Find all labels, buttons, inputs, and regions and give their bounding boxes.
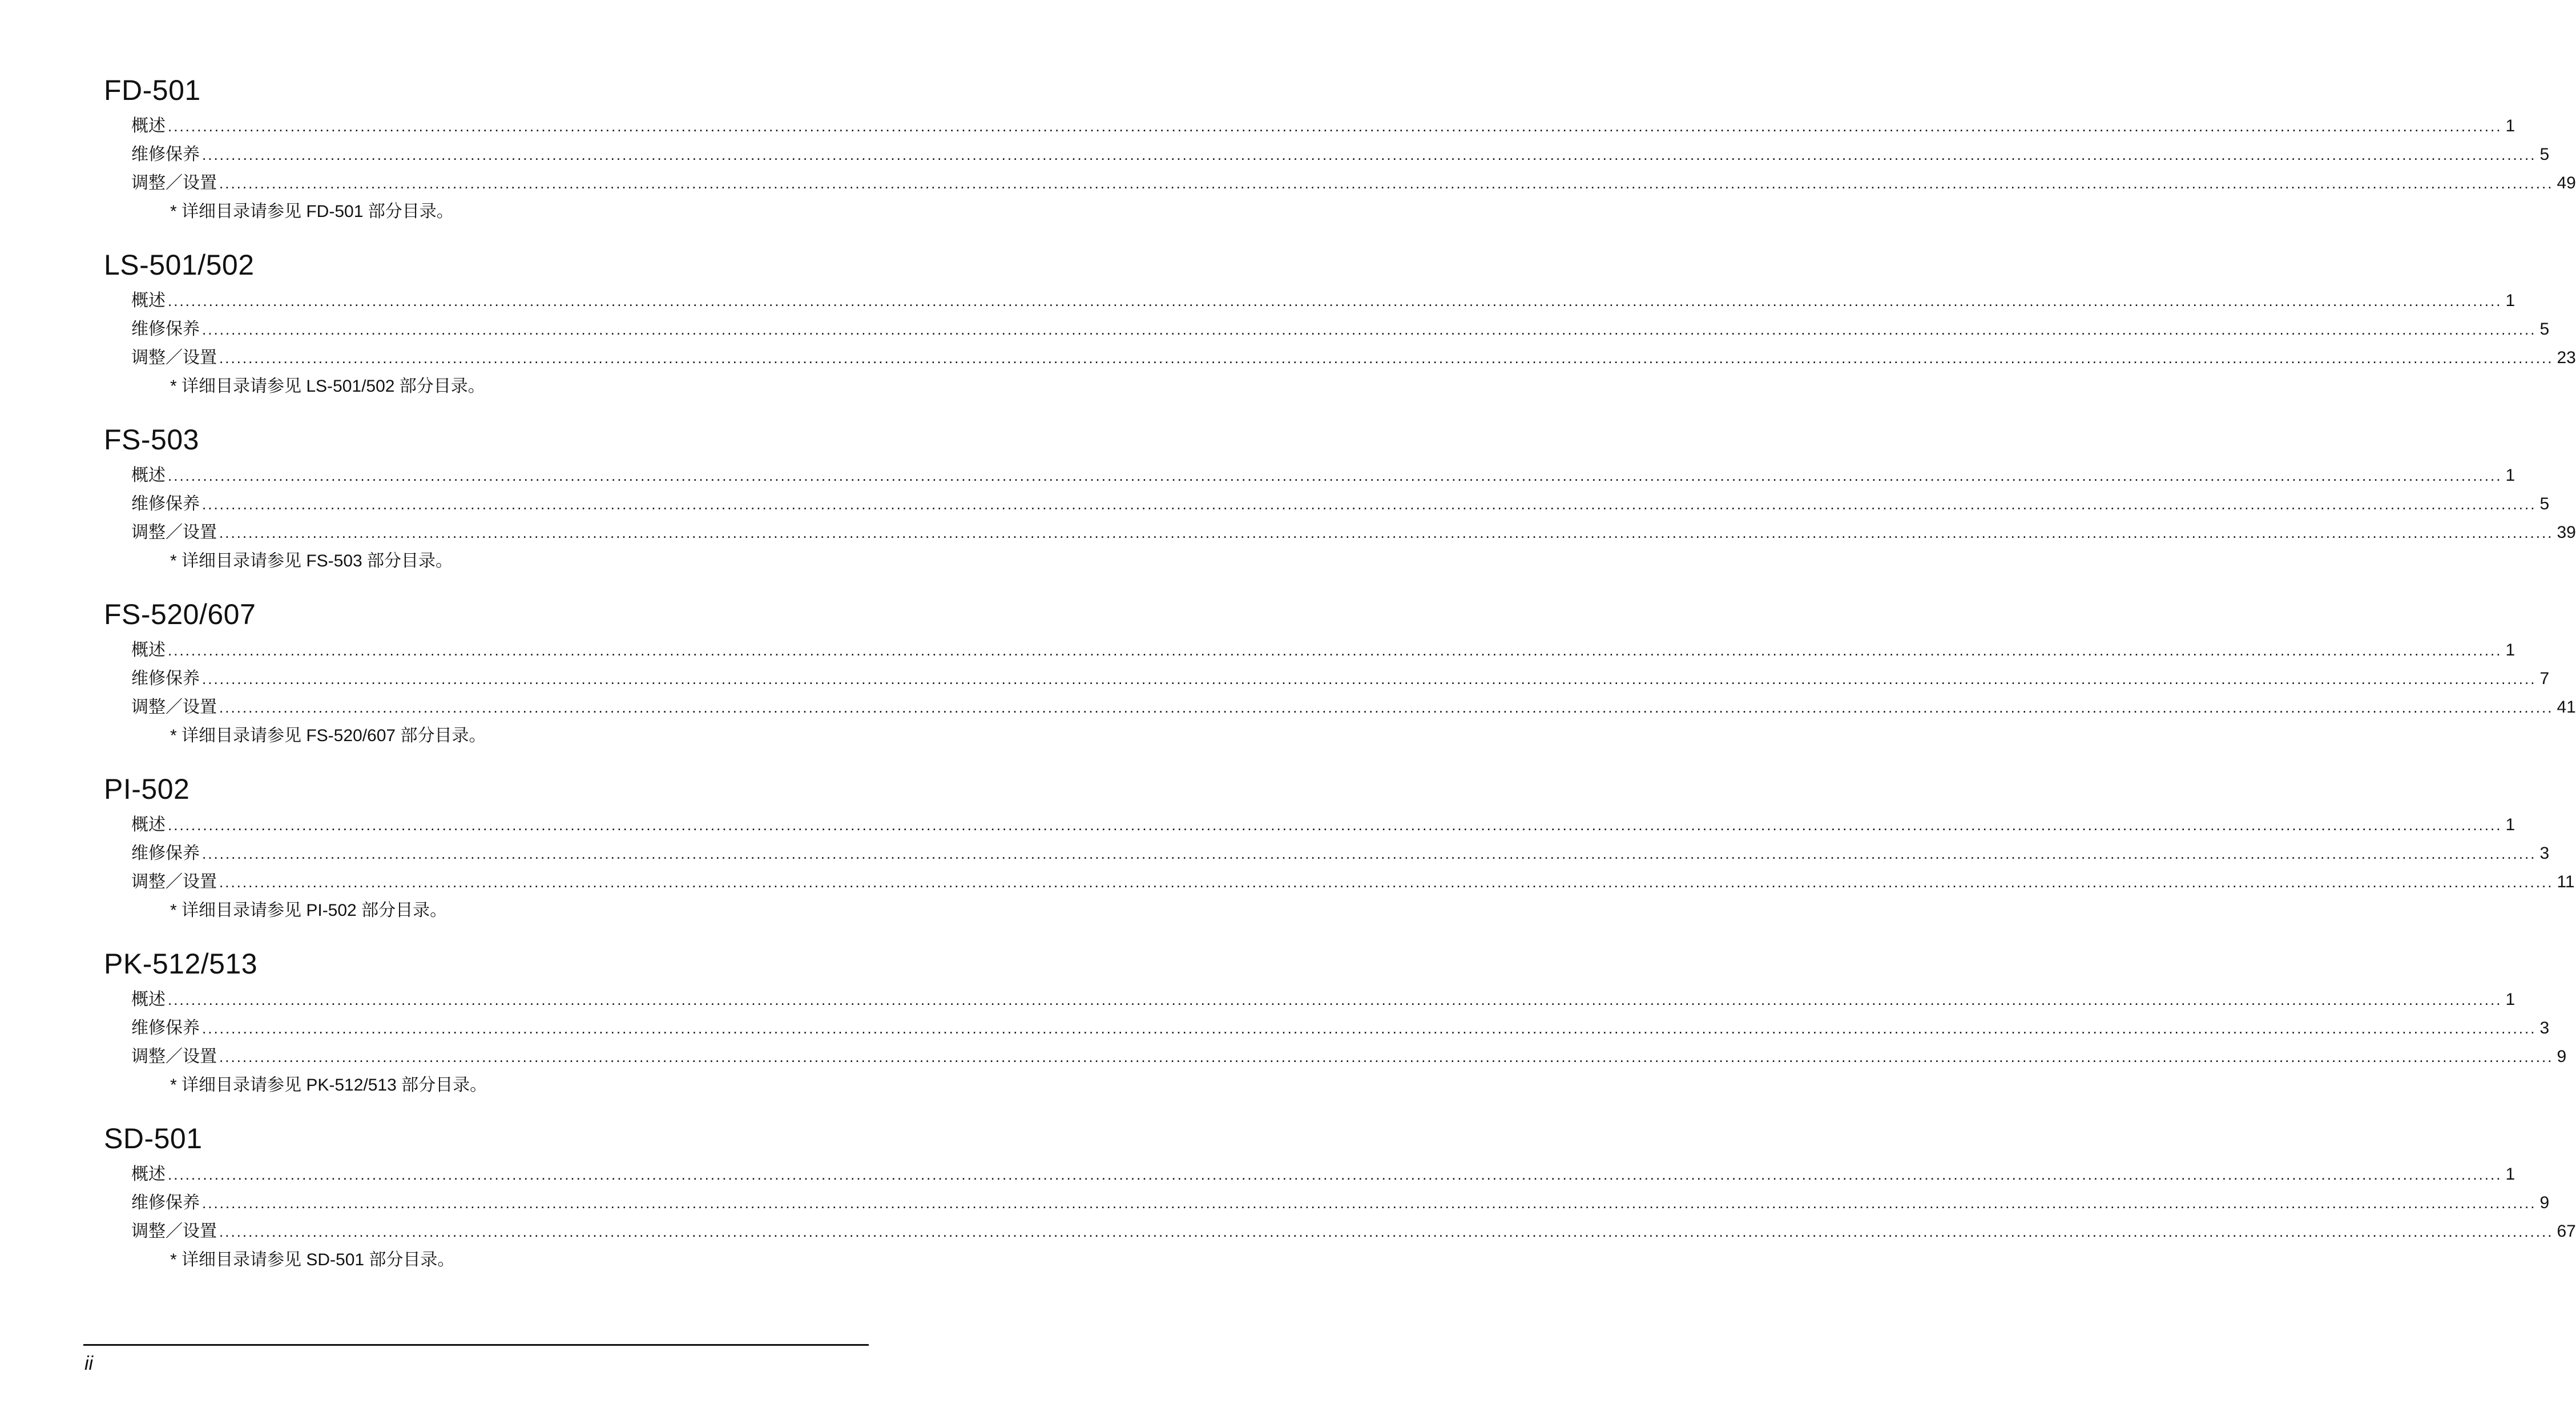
dot-leader: ................................................................................................................................................................................................................................................................................................................................................................................................................ — [219, 1223, 2554, 1240]
dot-leader: ................................................................................................................................................................................................................................................................................................................................................................................................................ — [202, 321, 2537, 338]
toc-entry-label: 概述 — [131, 985, 168, 1014]
dot-leader: ................................................................................................................................................................................................................................................................................................................................................................................................................ — [168, 292, 2502, 309]
dot-leader: ................................................................................................................................................................................................................................................................................................................................................................................................................ — [202, 146, 2537, 163]
table-of-contents — [104, 73, 2576, 1296]
toc-entry-page: 9 — [2536, 1189, 2549, 1217]
toc-entry-label: 维修保养 — [131, 140, 202, 169]
toc-section-pk-512-513 — [104, 947, 2567, 1121]
section-note: * 详细目录请参见 PK-512/513 部分目录。 — [170, 1076, 487, 1095]
dot-leader: ................................................................................................................................................................................................................................................................................................................................................................................................................ — [168, 467, 2502, 484]
toc-entry-maintenance[interactable] — [131, 490, 2550, 518]
toc-entry-maintenance[interactable] — [131, 839, 2550, 868]
section-title: FS-503 — [104, 424, 199, 456]
toc-entry-adjustment[interactable] — [131, 868, 2575, 896]
toc-entry-label: 调整／设置 — [131, 868, 219, 896]
toc-entry-page: 41 — [2553, 693, 2575, 722]
page-number: ii — [84, 1353, 94, 1374]
toc-entry-label: 调整／设置 — [131, 1043, 219, 1071]
section-title: PK-512/513 — [104, 948, 258, 980]
toc-entry-page: 5 — [2536, 140, 2549, 169]
section-title: SD-501 — [104, 1123, 203, 1154]
toc-entry-overview[interactable] — [131, 636, 2515, 665]
toc-entry-label: 维修保养 — [131, 490, 202, 518]
toc-section-fd-501 — [104, 73, 2576, 248]
dot-leader: ................................................................................................................................................................................................................................................................................................................................................................................................................ — [219, 874, 2554, 891]
section-title: LS-501/502 — [104, 249, 255, 281]
toc-entry-page: 3 — [2536, 1014, 2549, 1043]
dot-leader: ................................................................................................................................................................................................................................................................................................................................................................................................................ — [202, 845, 2537, 862]
toc-entry-page: 1 — [2502, 985, 2515, 1014]
dot-leader: ................................................................................................................................................................................................................................................................................................................................................................................................................ — [202, 1020, 2537, 1037]
toc-section-ls-501-502 — [104, 248, 2576, 423]
toc-entry-page: 7 — [2536, 665, 2549, 693]
toc-entry-label: 调整／设置 — [131, 693, 219, 722]
toc-section-fs-503 — [104, 423, 2576, 597]
toc-entry-label: 维修保养 — [131, 839, 202, 868]
section-note: * 详细目录请参见 LS-501/502 部分目录。 — [170, 377, 485, 396]
toc-entry-maintenance[interactable] — [131, 665, 2550, 693]
toc-entry-page: 49 — [2553, 169, 2575, 198]
section-title: FS-520/607 — [104, 598, 256, 630]
toc-section-fs-520-607 — [104, 597, 2576, 772]
toc-entry-label: 概述 — [131, 287, 168, 315]
toc-entry-maintenance[interactable] — [131, 1189, 2550, 1217]
toc-section-sd-501 — [104, 1121, 2576, 1296]
section-title: FD-501 — [104, 74, 201, 106]
toc-entry-adjustment[interactable] — [131, 1043, 2567, 1071]
dot-leader: ................................................................................................................................................................................................................................................................................................................................................................................................................ — [168, 642, 2502, 659]
toc-entry-label: 概述 — [131, 636, 168, 665]
footer-divider — [83, 1344, 869, 1346]
toc-section-pi-502 — [104, 772, 2575, 947]
dot-leader: ................................................................................................................................................................................................................................................................................................................................................................................................................ — [219, 349, 2554, 367]
toc-entry-adjustment[interactable] — [131, 693, 2576, 722]
toc-entry-label: 维修保养 — [131, 1014, 202, 1043]
toc-entry-adjustment[interactable] — [131, 169, 2576, 198]
dot-leader: ................................................................................................................................................................................................................................................................................................................................................................................................................ — [202, 496, 2537, 513]
toc-entry-overview[interactable] — [131, 985, 2515, 1014]
toc-entry-maintenance[interactable] — [131, 1014, 2550, 1043]
toc-entry-page: 9 — [2553, 1043, 2566, 1071]
toc-entry-overview[interactable] — [131, 811, 2515, 839]
toc-entry-overview[interactable] — [131, 287, 2515, 315]
toc-entry-adjustment[interactable] — [131, 518, 2576, 547]
toc-entry-page: 3 — [2536, 839, 2549, 868]
toc-entry-adjustment[interactable] — [131, 344, 2576, 372]
toc-entry-label: 维修保养 — [131, 665, 202, 693]
toc-entry-label: 概述 — [131, 811, 168, 839]
toc-entry-label: 概述 — [131, 112, 168, 140]
dot-leader: ................................................................................................................................................................................................................................................................................................................................................................................................................ — [202, 1194, 2537, 1212]
toc-entry-page: 1 — [2502, 112, 2515, 140]
dot-leader: ................................................................................................................................................................................................................................................................................................................................................................................................................ — [219, 1048, 2554, 1065]
dot-leader: ................................................................................................................................................................................................................................................................................................................................................................................................................ — [168, 1166, 2502, 1183]
toc-entry-page: 1 — [2502, 1160, 2515, 1189]
toc-entry-label: 调整／设置 — [131, 169, 219, 198]
dot-leader: ................................................................................................................................................................................................................................................................................................................................................................................................................ — [202, 670, 2537, 687]
toc-entry-label: 概述 — [131, 461, 168, 490]
section-note: * 详细目录请参见 SD-501 部分目录。 — [170, 1250, 455, 1269]
dot-leader: ................................................................................................................................................................................................................................................................................................................................................................................................................ — [168, 118, 2502, 135]
section-note: * 详细目录请参见 PI-502 部分目录。 — [170, 901, 448, 920]
toc-entry-page: 67 — [2553, 1217, 2575, 1246]
section-note: * 详细目录请参见 FD-501 部分目录。 — [170, 202, 454, 221]
toc-entry-page: 39 — [2553, 518, 2575, 547]
dot-leader: ................................................................................................................................................................................................................................................................................................................................................................................................................ — [219, 524, 2554, 541]
toc-entry-page: 1 — [2502, 636, 2515, 665]
toc-entry-maintenance[interactable] — [131, 140, 2550, 169]
toc-entry-page: 1 — [2502, 461, 2515, 490]
toc-entry-label: 概述 — [131, 1160, 168, 1189]
toc-entry-maintenance[interactable] — [131, 315, 2550, 344]
toc-entry-label: 调整／设置 — [131, 518, 219, 547]
toc-entry-overview[interactable] — [131, 1160, 2515, 1189]
dot-leader: ................................................................................................................................................................................................................................................................................................................................................................................................................ — [168, 991, 2502, 1008]
toc-entry-page: 23 — [2553, 344, 2575, 372]
toc-entry-label: 维修保养 — [131, 1189, 202, 1217]
section-note: * 详细目录请参见 FS-520/607 部分目录。 — [170, 726, 486, 745]
toc-entry-adjustment[interactable] — [131, 1217, 2576, 1246]
toc-entry-label: 维修保养 — [131, 315, 202, 344]
toc-entry-label: 调整／设置 — [131, 344, 219, 372]
toc-entry-page: 5 — [2536, 315, 2549, 344]
toc-entry-page: 1 — [2502, 287, 2515, 315]
toc-entry-page: 1 — [2502, 811, 2515, 839]
toc-entry-overview[interactable] — [131, 461, 2515, 490]
section-note: * 详细目录请参见 FS-503 部分目录。 — [170, 552, 453, 570]
dot-leader: ................................................................................................................................................................................................................................................................................................................................................................................................................ — [168, 816, 2502, 834]
dot-leader: ................................................................................................................................................................................................................................................................................................................................................................................................................ — [219, 699, 2554, 716]
section-title: PI-502 — [104, 773, 190, 805]
toc-entry-page: 5 — [2536, 490, 2549, 518]
toc-entry-label: 调整／设置 — [131, 1217, 219, 1246]
toc-entry-page: 11 — [2553, 868, 2574, 896]
dot-leader: ................................................................................................................................................................................................................................................................................................................................................................................................................ — [219, 175, 2554, 192]
toc-entry-overview[interactable] — [131, 112, 2515, 140]
